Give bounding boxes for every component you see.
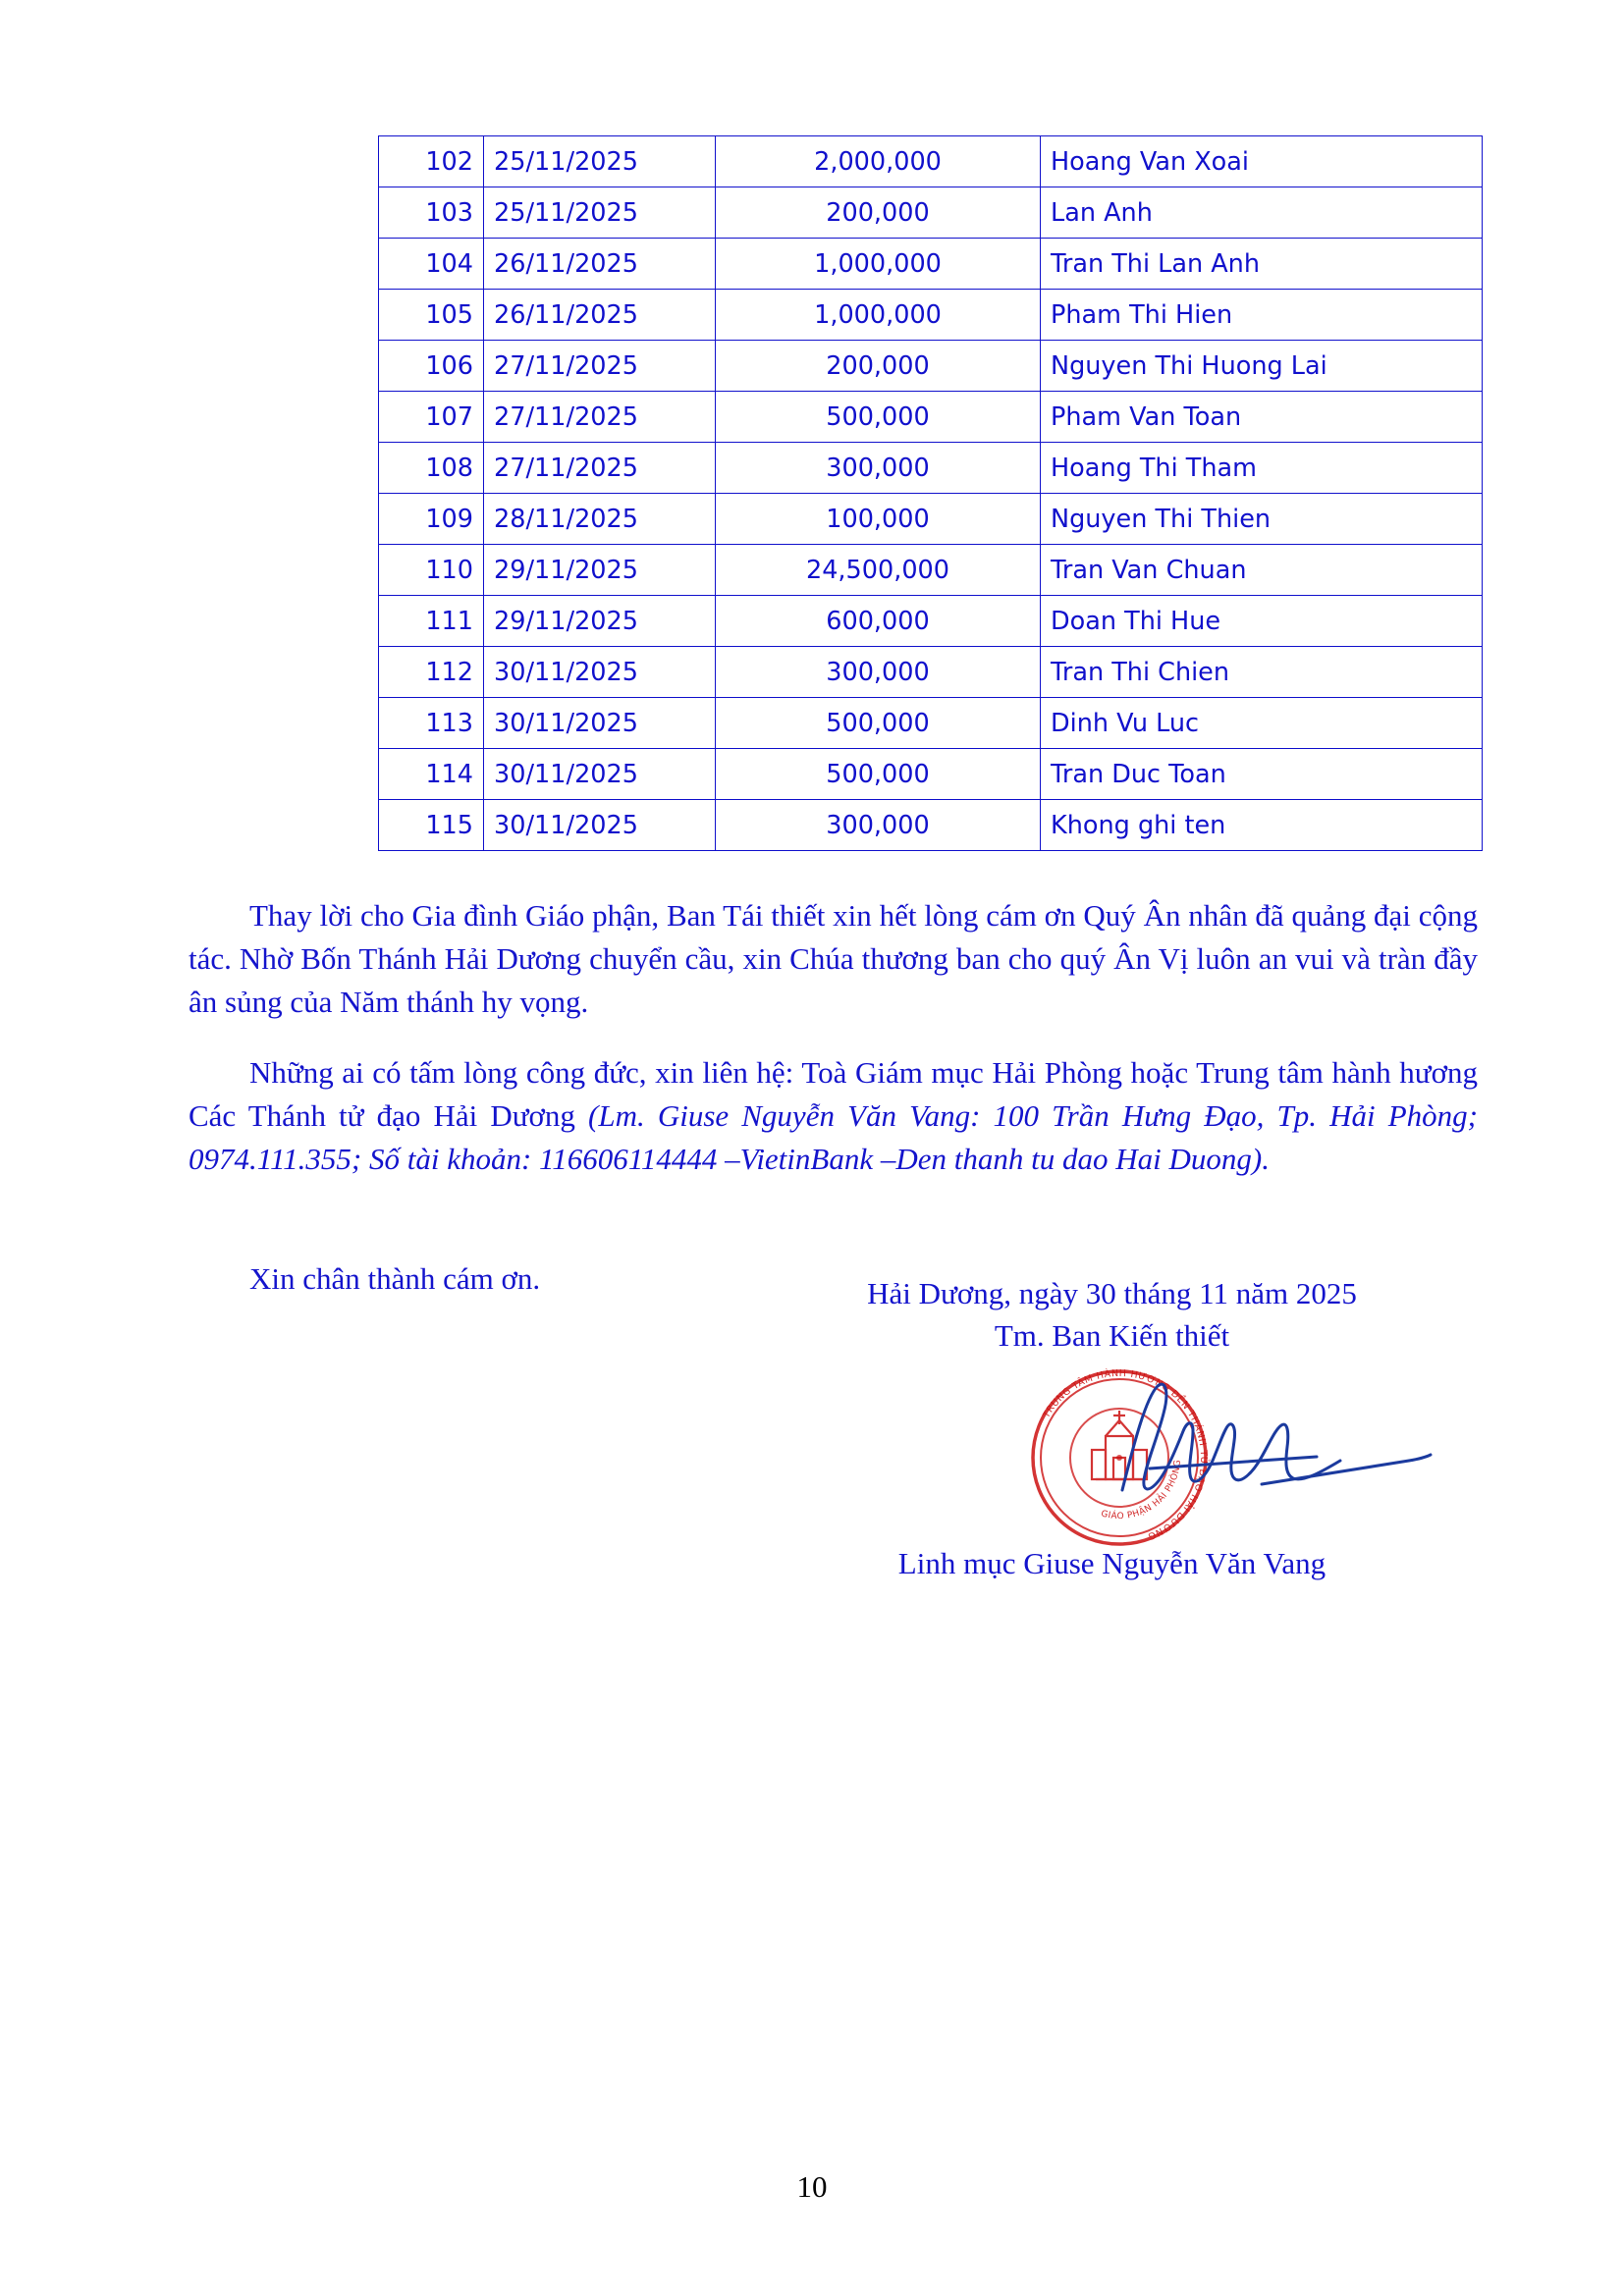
cell-no: 113 (379, 698, 484, 749)
cell-no: 111 (379, 596, 484, 647)
table-row (379, 494, 1483, 545)
signer-name: Linh mục Giuse Nguyễn Văn Vang (897, 1546, 1326, 1580)
cell-date: 25/11/2025 (484, 136, 716, 187)
page-number: 10 (796, 2169, 828, 2204)
cell-no: 115 (379, 800, 484, 851)
paragraph-2-lead-text: Những ai có tấm lòng công đức, xin liên hệ: Toà Giám mục Hải Phòng hoặc Trung tâm hành hương Các Thánh tử đạo Hải Dương (189, 1055, 1478, 1134)
cell-no: 114 (379, 749, 484, 800)
cell-name: Hoang Thi Tham (1041, 443, 1483, 494)
cell-amount: 500,000 (716, 392, 1041, 443)
paragraph-1-text: Thay lời cho Gia đình Giáo phận, Ban Tái thiết xin hết lòng cám ơn Quý Ân nhân đã quảng đại cộng tác. Nhờ Bốn Thánh Hải Dương chuyển cầu, xin Chúa thương ban cho quý Ân Vị luôn an vui và tràn đầy ân sủng của Năm thánh hy vọng. (189, 898, 1478, 1020)
cell-amount: 24,500,000 (716, 545, 1041, 596)
table-row (379, 290, 1483, 341)
cell-no: 108 (379, 443, 484, 494)
cell-date: 27/11/2025 (484, 443, 716, 494)
cell-name: Khong ghi ten (1041, 800, 1483, 851)
cell-no: 102 (379, 136, 484, 187)
cell-date: 29/11/2025 (484, 545, 716, 596)
signature-role: Tm. Ban Kiến thiết (994, 1318, 1230, 1353)
table-row (379, 136, 1483, 187)
donation-table (378, 135, 1483, 851)
cell-amount: 300,000 (716, 800, 1041, 851)
cell-date: 29/11/2025 (484, 596, 716, 647)
cell-name: Nguyen Thi Thien (1041, 494, 1483, 545)
table-row (379, 749, 1483, 800)
cell-no: 110 (379, 545, 484, 596)
cell-no: 105 (379, 290, 484, 341)
cell-date: 30/11/2025 (484, 647, 716, 698)
table-row (379, 392, 1483, 443)
cell-date: 30/11/2025 (484, 749, 716, 800)
cell-name: Tran Thi Lan Anh (1041, 239, 1483, 290)
cell-date: 25/11/2025 (484, 187, 716, 239)
cell-name: Nguyen Thi Huong Lai (1041, 341, 1483, 392)
cell-amount: 500,000 (716, 698, 1041, 749)
cell-name: Lan Anh (1041, 187, 1483, 239)
paragraph-3-text: Xin chân thành cám ơn. (249, 1261, 541, 1296)
cell-date: 26/11/2025 (484, 239, 716, 290)
cell-amount: 600,000 (716, 596, 1041, 647)
table-row (379, 596, 1483, 647)
cell-name: Dinh Vu Luc (1041, 698, 1483, 749)
donation-table-body (379, 136, 1483, 851)
svg-text:TRUNG TÂM HÀNH HƯƠNG ĐỀN THÁNH: TRUNG TÂM HÀNH HƯƠNG ĐỀN THÁNH TỬ ĐẠO HẢI DƯƠNG (1041, 1367, 1210, 1542)
cell-no: 106 (379, 341, 484, 392)
cell-amount: 200,000 (716, 341, 1041, 392)
contact-paragraph (189, 1051, 1478, 1181)
table-row (379, 647, 1483, 698)
cell-date: 26/11/2025 (484, 290, 716, 341)
cell-no: 112 (379, 647, 484, 698)
paragraph-2-contact-details: (Lm. Giuse Nguyễn Văn Vang: 100 Trần Hưng Đạo, Tp. Hải Phòng; 0974.111.355; Số tài khoản: 116606114444 –VietinBank –Den thanh tu dao Hai Duong). (189, 1098, 1478, 1177)
cell-name: Pham Thi Hien (1041, 290, 1483, 341)
cell-no: 107 (379, 392, 484, 443)
svg-text:GIÁO PHẬN HẢI PHÒNG: GIÁO PHẬN HẢI PHÒNG (1100, 1459, 1184, 1522)
cell-name: Hoang Van Xoai (1041, 136, 1483, 187)
table-row (379, 443, 1483, 494)
table-row (379, 341, 1483, 392)
cell-name: Tran Van Chuan (1041, 545, 1483, 596)
cell-no: 103 (379, 187, 484, 239)
cell-name: Pham Van Toan (1041, 392, 1483, 443)
cell-amount: 100,000 (716, 494, 1041, 545)
cell-name: Doan Thi Hue (1041, 596, 1483, 647)
cell-date: 30/11/2025 (484, 800, 716, 851)
cell-amount: 300,000 (716, 647, 1041, 698)
handwritten-signature (1114, 1374, 1438, 1512)
cell-amount: 2,000,000 (716, 136, 1041, 187)
cell-amount: 500,000 (716, 749, 1041, 800)
cell-name: Tran Duc Toan (1041, 749, 1483, 800)
cell-no: 104 (379, 239, 484, 290)
cell-no: 109 (379, 494, 484, 545)
table-row (379, 698, 1483, 749)
signature-place-date: Hải Dương, ngày 30 tháng 11 năm 2025 (867, 1276, 1357, 1310)
thank-you-paragraph (189, 894, 1478, 1024)
table-row (379, 545, 1483, 596)
cell-amount: 1,000,000 (716, 239, 1041, 290)
table-row (379, 800, 1483, 851)
cell-amount: 1,000,000 (716, 290, 1041, 341)
cell-date: 28/11/2025 (484, 494, 716, 545)
cell-amount: 200,000 (716, 187, 1041, 239)
cell-amount: 300,000 (716, 443, 1041, 494)
cell-date: 27/11/2025 (484, 392, 716, 443)
cell-date: 30/11/2025 (484, 698, 716, 749)
cell-date: 27/11/2025 (484, 341, 716, 392)
cell-name: Tran Thi Chien (1041, 647, 1483, 698)
table-row (379, 187, 1483, 239)
table-row (379, 239, 1483, 290)
